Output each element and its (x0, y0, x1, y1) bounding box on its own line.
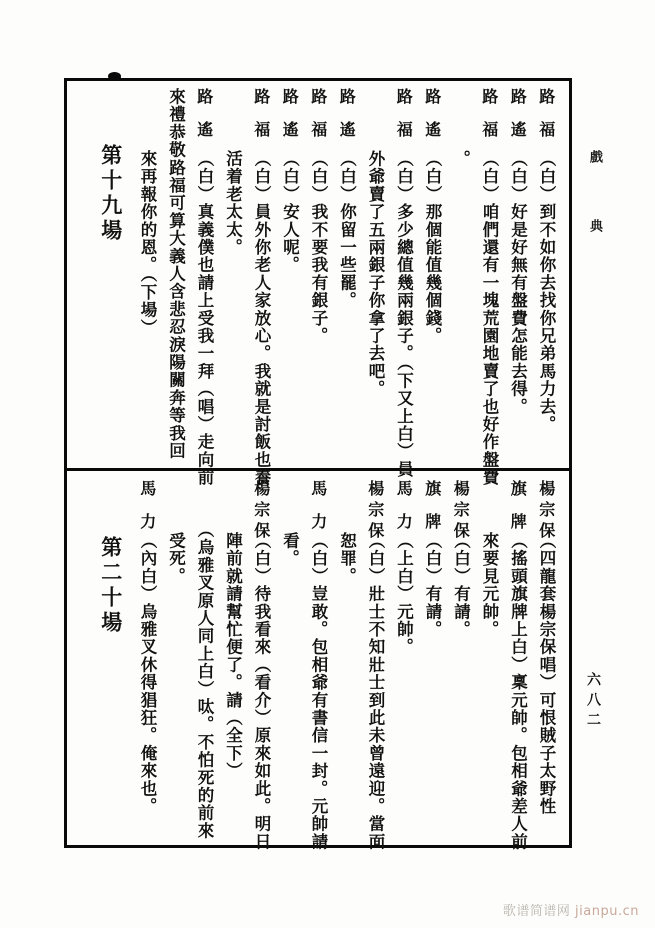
dialogue-column (190, 86, 219, 487)
speaker-name: 路遙 (337, 88, 357, 154)
dialogue-text: （搖頭旗牌上白）稟元帥。包相爺差人前 (508, 532, 528, 851)
dialogue-column-continued (446, 86, 475, 458)
speaker-name: 馬力 (137, 480, 157, 546)
speaker-name: 路福 (479, 88, 499, 154)
dialogue-column (389, 86, 418, 479)
scene-20-panel (76, 478, 560, 851)
dialogue-column (418, 86, 447, 458)
dialogue-text: （白）我不要我有銀子。 (309, 150, 328, 345)
speaker-name: 路福 (251, 88, 271, 154)
dialogue-text: （白）多少總值幾兩銀子。（下又上白）員 (394, 150, 414, 479)
dialogue-text: （白）那個能值幾個錢。 (423, 150, 442, 345)
dialogue-text: （白）安人呢。 (280, 150, 300, 274)
dialogue-column (446, 478, 475, 840)
dialogue-column (475, 86, 504, 487)
dialogue-column (247, 86, 276, 487)
dialogue-text: （白）你留一些罷。 (337, 150, 357, 310)
dialogue-column-continued (161, 86, 190, 458)
dialogue-text: 來要見元帥。 (480, 532, 499, 639)
dialogue-column-continued (133, 86, 162, 458)
dialogue-column (361, 478, 390, 851)
speaker-name: 路遙 (422, 88, 442, 154)
dialogue-text: （四龍套楊宗保唱）可恨賊子太野性 (537, 532, 556, 816)
dialogue-column (503, 478, 532, 851)
dialogue-column (389, 478, 418, 840)
speaker-name: 路福 (308, 88, 328, 154)
spine-book-title: 戲典 (587, 150, 602, 288)
speaker-name: 楊宗保 (451, 480, 471, 543)
dialogue-column-continued (218, 478, 247, 840)
dialogue-column-continued (161, 478, 190, 840)
scene-title: 第十九場 (98, 144, 124, 244)
dialogue-column-continued (361, 86, 390, 458)
dialogue-text: （白）到不如你去找你兄弟馬力去。 (537, 150, 556, 434)
speaker-name: 楊宗保 (365, 480, 385, 543)
dialogue-column (304, 478, 333, 851)
speaker-name: 旗牌 (422, 480, 442, 546)
dialogue-column (133, 478, 162, 840)
dialogue-text: 陣前就請幫忙便了。請（全下） (223, 532, 243, 780)
speaker-name: 馬力 (394, 480, 414, 546)
speaker-name: 路遙 (194, 88, 214, 154)
dialogue-text: （上白）元帥。 (394, 532, 414, 656)
dialogue-column (275, 86, 304, 458)
dialogue-column (532, 478, 561, 840)
dialogue-text: 。 (451, 150, 471, 168)
speaker-name: 路遙 (508, 88, 528, 154)
site-watermark (503, 900, 639, 919)
watermark-url: jianpu.cn (575, 904, 639, 919)
dialogue-text: 外爺賣了五兩銀子你拿了去吧。 (366, 150, 385, 398)
dialogue-text: （白）有請。 (423, 532, 442, 639)
speaker-name: 楊宗保 (251, 480, 271, 543)
speaker-name: 楊宗保 (536, 480, 556, 543)
dialogue-text: 受死。 (166, 532, 186, 586)
scene-title-column (90, 86, 133, 458)
dialogue-column (247, 478, 276, 851)
dialogue-text: （白）有請。 (451, 532, 471, 639)
dialogue-text: （白）真義僕也請上受我一拜（唱）走向前 (195, 150, 214, 487)
speaker-name: 路福 (394, 88, 414, 154)
watermark-label: 歌谱简谱网 (502, 904, 571, 919)
dialogue-text: 來再報你的恩。（下場） (138, 150, 157, 337)
ink-blob-mark (108, 72, 121, 81)
dialogue-text: （內白）烏雅叉休得猖狂。俺來也。 (138, 532, 157, 816)
dialogue-text: （白）壯士不知壯士到此未曾遠迎。當面 (366, 532, 385, 851)
dialogue-column (332, 86, 361, 458)
speaker-name: 馬力 (308, 480, 328, 546)
speaker-name: 旗牌 (508, 480, 528, 546)
scene-title: 第二十場 (98, 536, 124, 636)
dialogue-column-continued (332, 478, 361, 840)
dialogue-column-continued (190, 478, 219, 840)
dialogue-text: （白）咱們還有一塊荒園地賣了也好作盤費 (480, 150, 499, 487)
dialogue-text: 活着老太太。 (223, 150, 243, 257)
dialogue-column (532, 86, 561, 458)
dialogue-column-continued (218, 86, 247, 458)
dialogue-column-continued (475, 478, 504, 840)
dialogue-column-continued (275, 478, 304, 840)
speaker-name: 路遙 (280, 88, 300, 154)
speaker-name: 路福 (536, 88, 556, 154)
scene-title-column (90, 478, 133, 840)
scene-19-panel (76, 86, 560, 487)
dialogue-column (503, 86, 532, 458)
dialogue-text: 來禮恭敬路福可算大義人含悲忍淚陽關奔等我回 (166, 88, 186, 460)
dialogue-column (418, 478, 447, 840)
dialogue-text: （白）待我看來（看介）原來如此。明日 (252, 532, 271, 851)
page-number: 六八二 (585, 672, 601, 732)
dialogue-column (304, 86, 333, 458)
dialogue-text: 恕罪。 (337, 532, 357, 586)
dialogue-text: 看。 (280, 532, 300, 568)
dialogue-text: （白）員外你老人家放心。我就是討飯也養 (252, 150, 271, 487)
dialogue-text: （烏雅叉原人同上白）呔。不怕死的前來 (195, 521, 214, 840)
dialogue-text: （白）好是好無有盤費怎能去得。 (508, 150, 528, 416)
dialogue-text: （白）豈敢。包相爺有書信一封。元帥請 (309, 532, 328, 851)
